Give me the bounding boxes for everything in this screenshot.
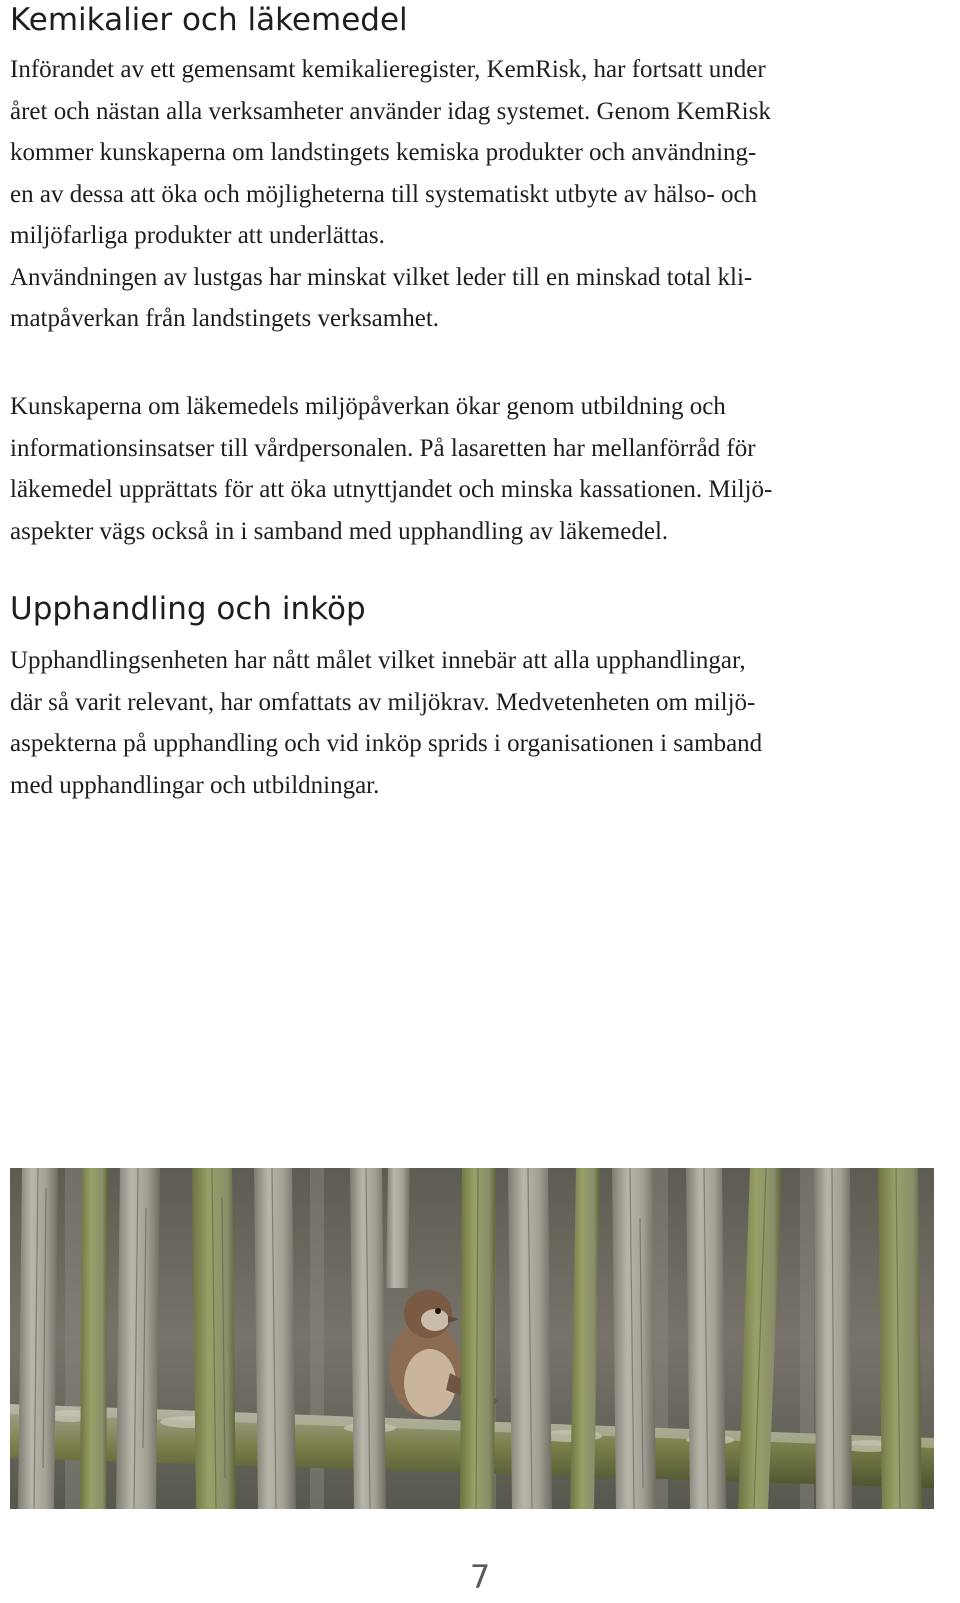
text-line: matpåverkan från landstingets verksamhet. [10,305,440,332]
photo-sparrow-wooden-fence [10,1168,934,1509]
section-heading-chemicals: Kemikalier och läkemedel [10,2,408,38]
text-line: där så varit relevant, har omfattats av miljökrav. Medvetenheten om miljö- [10,688,756,716]
text-line: Kunskaperna om läkemedels miljöpåverkan ökar genom utbildning och [10,393,726,420]
text-line: aspekter vägs också in i samband med upphandling av läkemedel. [10,517,669,545]
paragraph-pharmaceuticals [10,386,940,552]
text-line: en av dessa att öka och möjligheterna till systematiskt utbyte av hälso- och [10,180,758,208]
paragraph-procurement [10,640,940,806]
paragraph-chemicals-kemrisk [10,49,940,340]
text-line: miljöfarliga produkter att underlättas. [10,222,385,249]
text-line: Upphandlingsenheten har nått målet vilket innebär att alla upphandlingar, [10,647,746,674]
text-line: året och nästan alla verksamheter använder idag systemet. Genom KemRisk [10,97,771,125]
text-line: kommer kunskaperna om landstingets kemiska produkter och användning- [10,139,757,166]
text-line: informationsinsatser till vårdpersonalen. På lasaretten har mellanförråd för [10,434,756,462]
text-line: läkemedel upprättats för att öka utnyttjandet och minska kassationen. Miljö- [10,476,773,503]
section-heading-procurement: Upphandling och inköp [10,591,366,627]
text-line: med upphandlingar och utbildningar. [10,771,380,799]
text-line: aspekterna på upphandling och vid inköp sprids i organisationen i samband [10,730,763,757]
text-line: Införandet av ett gemensamt kemikalieregister, KemRisk, har fortsatt under [10,56,766,83]
page-number: 7 [469,1558,491,1596]
text-line: Användningen av lustgas har minskat vilket leder till en minskad total kli- [10,263,753,291]
